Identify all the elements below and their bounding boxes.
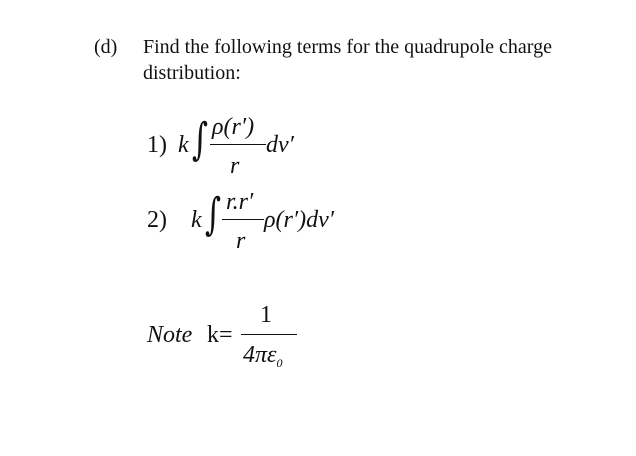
note-numerator: 1: [260, 302, 272, 328]
problem-prompt-line-1: Find the following terms for the quadrupole charge: [143, 36, 552, 58]
term-2-denominator: r: [236, 228, 246, 254]
note-fraction-bar: [241, 334, 297, 335]
term-1-index: 1): [147, 132, 167, 158]
problem-label: (d): [94, 36, 118, 58]
term-1-numerator: ρ(r′): [212, 114, 255, 140]
term-2-coefficient: k: [191, 207, 202, 233]
term-1-fraction-bar: [210, 144, 266, 145]
term-2-index: 2): [147, 207, 167, 233]
term-1-coefficient: k: [178, 132, 189, 158]
integral-sign: ∫: [192, 114, 209, 165]
term-2-trailing: ρ(r′)dv′: [264, 207, 334, 233]
term-2-fraction-bar: [222, 219, 264, 220]
note-label: Note: [147, 322, 193, 348]
note-lhs: k=: [207, 322, 233, 348]
term-1-trailing: dv′: [266, 132, 294, 158]
term-1-denominator: r: [230, 153, 240, 179]
integral-sign: ∫: [205, 189, 222, 240]
problem-prompt-line-2: distribution:: [143, 62, 241, 84]
note-denominator: $4\pi\varepsilon_0$: [243, 342, 283, 370]
term-2-numerator: r.r′: [226, 189, 254, 215]
